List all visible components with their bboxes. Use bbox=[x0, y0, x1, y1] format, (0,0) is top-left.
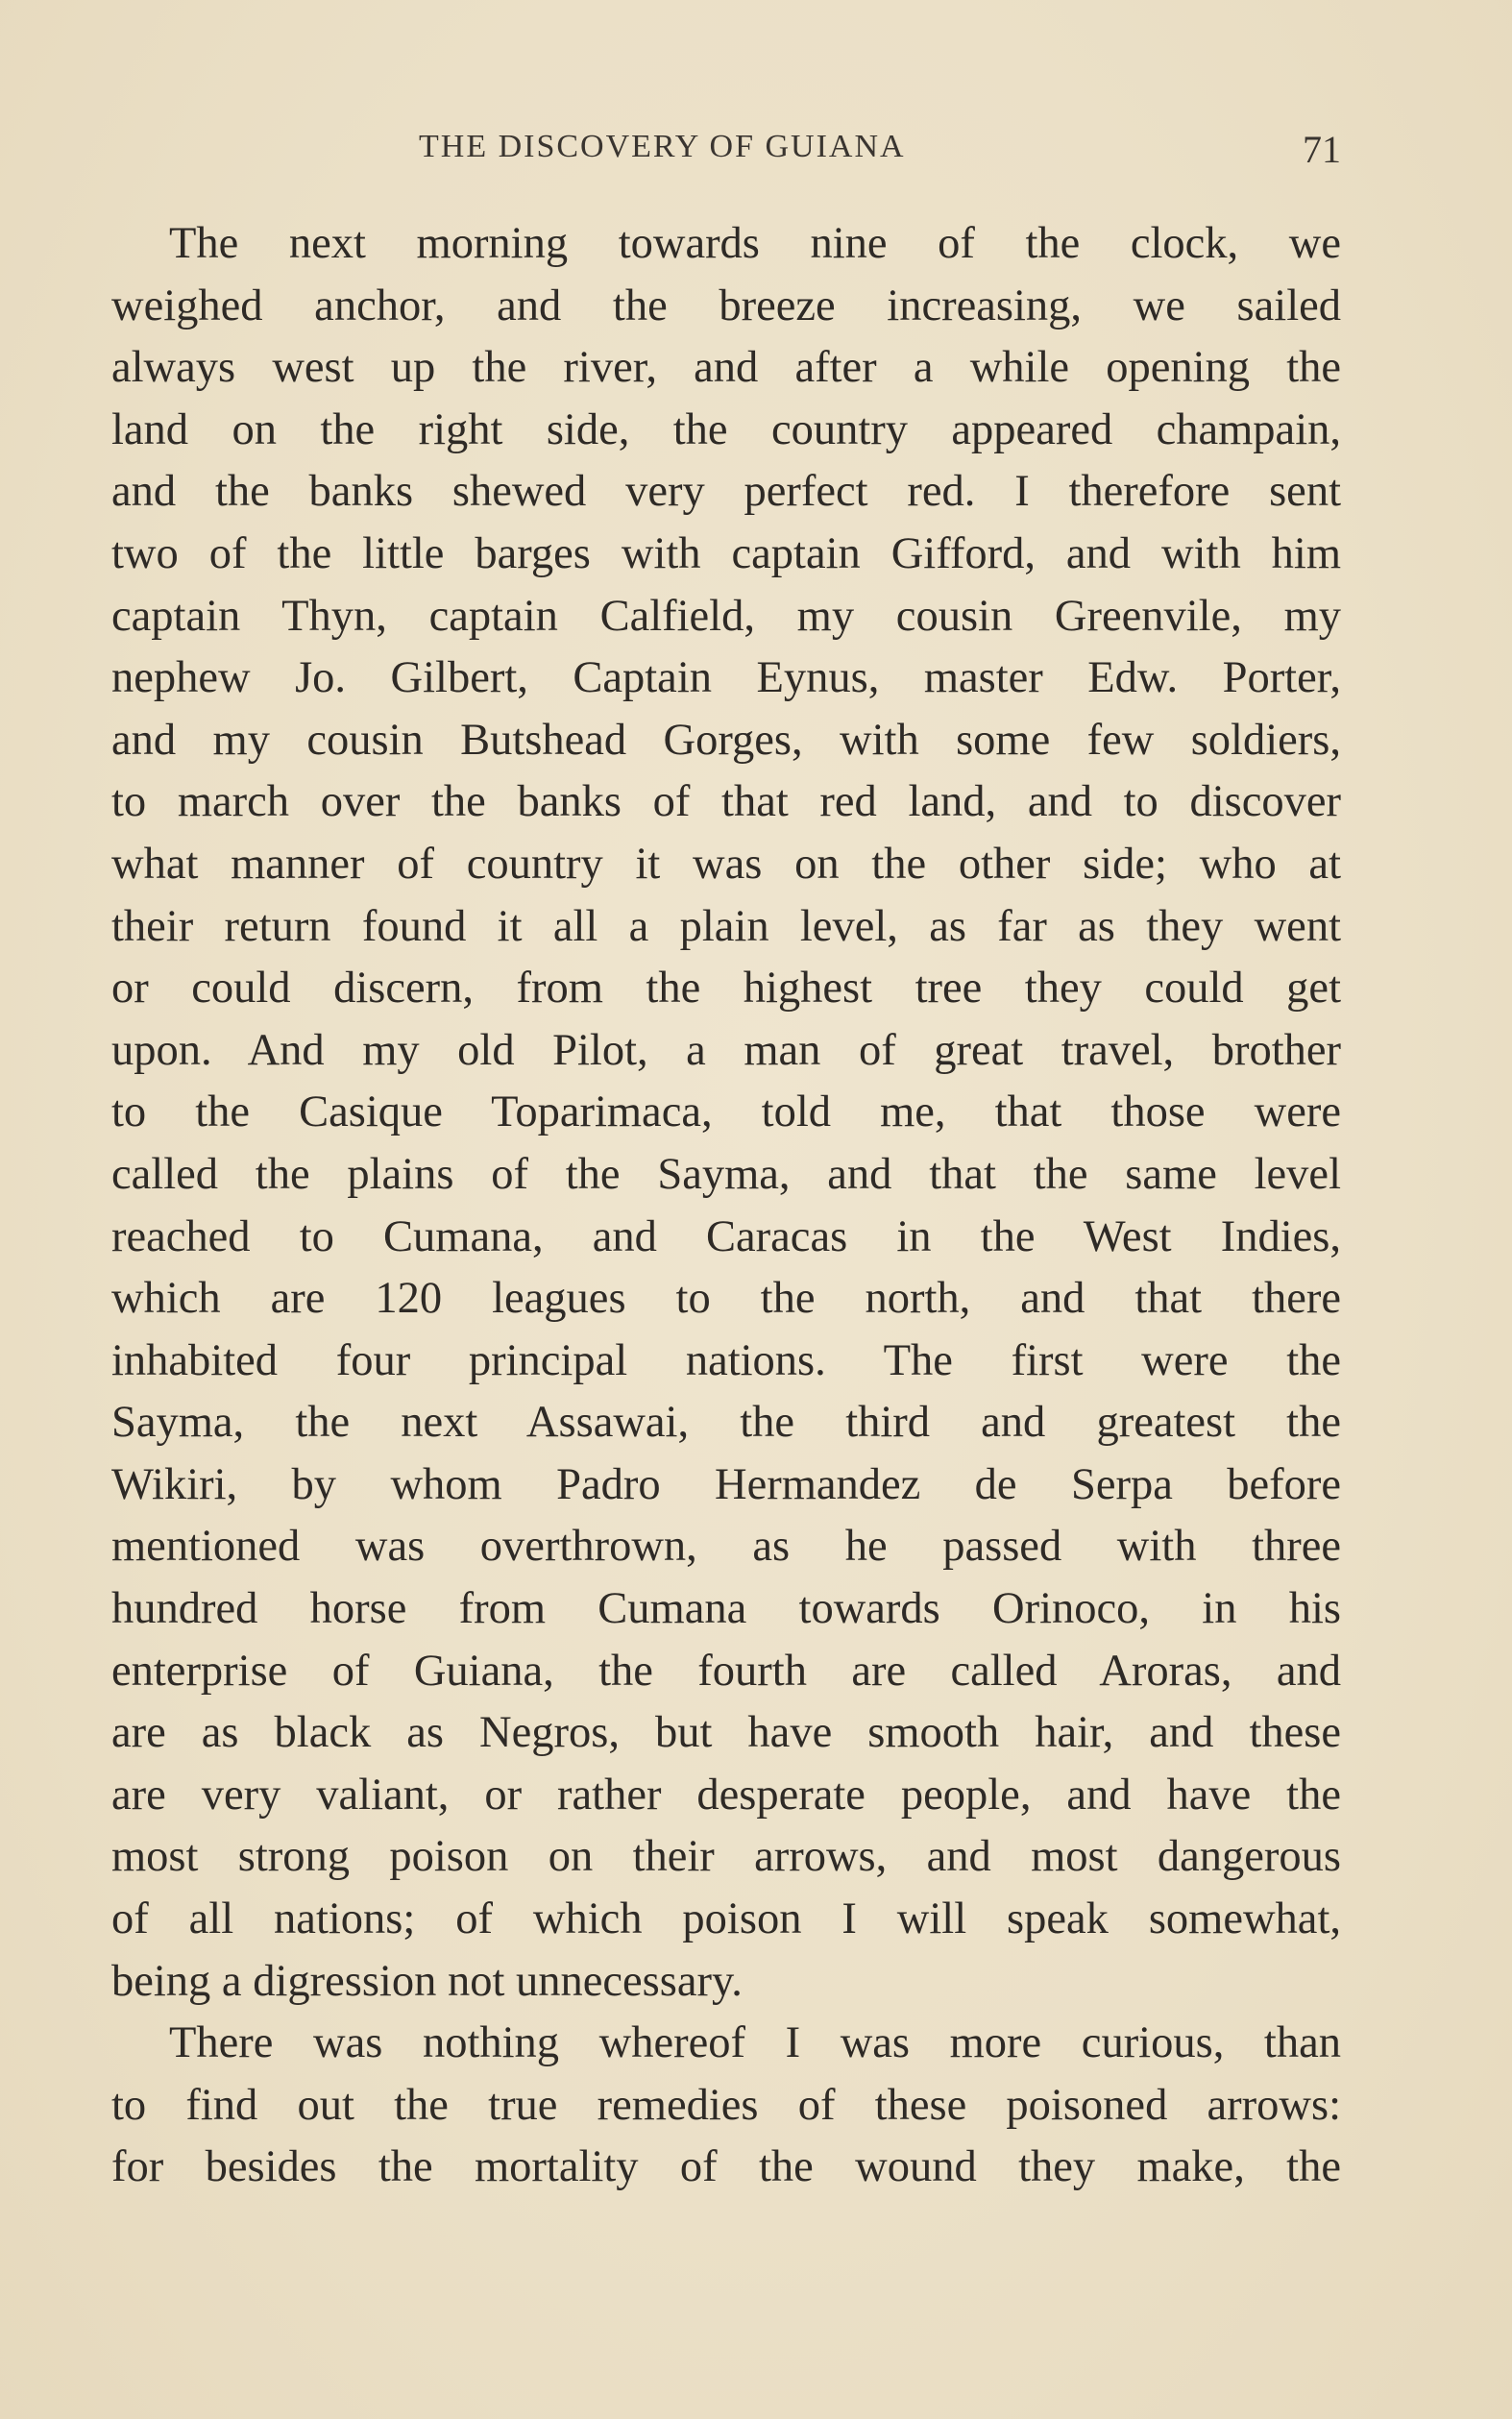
running-head bbox=[111, 129, 1341, 177]
text-line: enterprise of Guiana, the fourth are called Aroras, and bbox=[111, 1646, 1341, 1696]
page-number: 71 bbox=[1303, 128, 1341, 171]
text-line: for besides the mortality of the wound they make, the bbox=[111, 2142, 1341, 2192]
text-line: and the banks shewed very perfect red. I therefore sent bbox=[111, 467, 1341, 517]
text-line: or could discern, from the highest tree they could get bbox=[111, 964, 1341, 1014]
text-line: inhabited four principal nations. The first were the bbox=[111, 1335, 1341, 1385]
text-line: land on the right side, the country appeared champain, bbox=[111, 404, 1341, 454]
text-line: called the plains of the Sayma, and that the same level bbox=[111, 1149, 1341, 1199]
text-line: weighed anchor, and the breeze increasing, we sailed bbox=[111, 281, 1341, 330]
text-line: to the Casique Toparimaca, told me, that those were bbox=[111, 1087, 1341, 1137]
text-line: most strong poison on their arrows, and most dangerous bbox=[111, 1832, 1341, 1882]
text-line: Sayma, the next Assawai, the third and greatest the bbox=[111, 1398, 1341, 1448]
text-line: their return found it all a plain level, as far as they went bbox=[111, 901, 1341, 951]
text-line: what manner of country it was on the other side; who at bbox=[111, 839, 1341, 889]
text-line: which are 120 leagues to the north, and that there bbox=[111, 1274, 1341, 1324]
text-line: There was nothing whereof I was more curious, than bbox=[169, 2018, 1341, 2068]
text-line: hundred horse from Cumana towards Orinoco, in his bbox=[111, 1584, 1341, 1634]
text-line: mentioned was overthrown, as he passed with three bbox=[111, 1522, 1341, 1572]
paragraph-1 bbox=[111, 213, 1341, 2013]
text-line: reached to Cumana, and Caracas in the West Indies, bbox=[111, 1211, 1341, 1261]
text-line: two of the little barges with captain Gifford, and with him bbox=[111, 528, 1341, 578]
text-line: always west up the river, and after a while opening the bbox=[111, 343, 1341, 393]
text-line: are very valiant, or rather desperate people, and have the bbox=[111, 1770, 1341, 1820]
text-line: and my cousin Butshead Gorges, with some few soldiers, bbox=[111, 715, 1341, 765]
paragraph-2 bbox=[111, 2013, 1341, 2199]
text-line: of all nations; of which poison I will speak somewhat, bbox=[111, 1894, 1341, 1944]
body-text bbox=[111, 213, 1341, 2199]
text-line: upon. And my old Pilot, a man of great travel, brother bbox=[111, 1025, 1341, 1075]
text-line: captain Thyn, captain Calfield, my cousin Greenvile, my bbox=[111, 591, 1341, 641]
text-line: Wikiri, by whom Padro Hermandez de Serpa before bbox=[111, 1459, 1341, 1509]
text-line: to find out the true remedies of these poisoned arrows: bbox=[111, 2080, 1341, 2130]
text-line: The next morning towards nine of the clock, we bbox=[169, 219, 1341, 268]
text-line: nephew Jo. Gilbert, Captain Eynus, master Edw. Porter, bbox=[111, 653, 1341, 703]
text-line: to march over the banks of that red land, and to discover bbox=[111, 777, 1341, 827]
running-title: THE DISCOVERY OF GUIANA bbox=[419, 129, 906, 164]
text-line: are as black as Negros, but have smooth hair, and these bbox=[111, 1708, 1341, 1758]
text-line: being a digression not unnecessary. bbox=[111, 1956, 743, 2006]
